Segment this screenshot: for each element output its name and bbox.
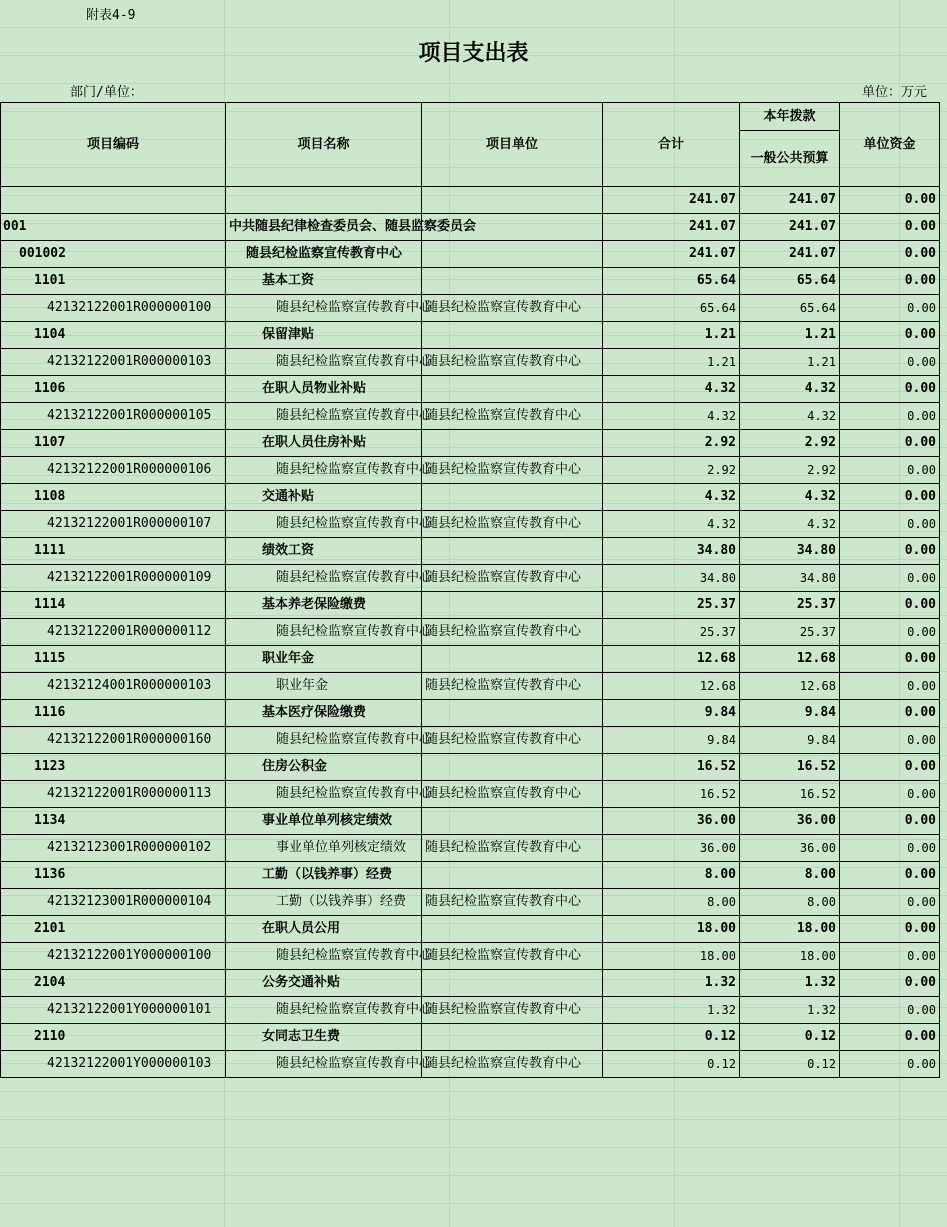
cell-name: 随县纪检监察宣传教育中心 [226, 997, 422, 1024]
cell-code: 42132122001Y000000100 [1, 943, 226, 970]
cell-unit-funds: 0.00 [840, 835, 940, 862]
cell-name: 绩效工资 [226, 538, 422, 565]
cell-unit-funds: 0.00 [840, 187, 940, 214]
cell-unit [422, 754, 603, 781]
cell-general-budget: 1.21 [740, 349, 840, 376]
header-total: 合计 [603, 103, 740, 187]
cell-unit-funds: 0.00 [840, 322, 940, 349]
cell-unit-funds: 0.00 [840, 754, 940, 781]
table-row [1, 700, 940, 727]
cell-unit-funds: 0.00 [840, 214, 940, 241]
cell-name: 事业单位单列核定绩效 [226, 808, 422, 835]
cell-unit-funds: 0.00 [840, 457, 940, 484]
cell-total: 16.52 [603, 781, 740, 808]
cell-general-budget: 25.37 [740, 619, 840, 646]
table-row [1, 943, 940, 970]
cell-unit [422, 322, 603, 349]
table-row [1, 889, 940, 916]
table-row [1, 187, 940, 214]
cell-unit: 随县纪检监察宣传教育中心 [422, 403, 603, 430]
cell-unit: 随县纪检监察宣传教育中心 [422, 619, 603, 646]
cell-general-budget: 8.00 [740, 862, 840, 889]
cell-general-budget: 1.32 [740, 970, 840, 997]
cell-name: 随县纪检监察宣传教育中心 [226, 943, 422, 970]
cell-total: 1.21 [603, 349, 740, 376]
cell-unit: 随县纪检监察宣传教育中心 [422, 349, 603, 376]
cell-unit [422, 187, 603, 214]
cell-unit-funds: 0.00 [840, 862, 940, 889]
cell-general-budget: 9.84 [740, 700, 840, 727]
cell-total: 8.00 [603, 862, 740, 889]
cell-total: 36.00 [603, 835, 740, 862]
cell-total: 36.00 [603, 808, 740, 835]
cell-total: 1.21 [603, 322, 740, 349]
table-row [1, 565, 940, 592]
cell-general-budget: 65.64 [740, 268, 840, 295]
cell-unit: 随县纪检监察宣传教育中心 [422, 565, 603, 592]
cell-unit [422, 862, 603, 889]
cell-general-budget: 34.80 [740, 538, 840, 565]
cell-unit-funds: 0.00 [840, 997, 940, 1024]
cell-code: 1108 [1, 484, 226, 511]
cell-general-budget: 12.68 [740, 646, 840, 673]
cell-total: 8.00 [603, 889, 740, 916]
cell-unit-funds: 0.00 [840, 646, 940, 673]
cell-name: 随县纪检监察宣传教育中心 [226, 403, 422, 430]
cell-unit [422, 538, 603, 565]
cell-general-budget: 25.37 [740, 592, 840, 619]
table-row [1, 646, 940, 673]
cell-unit-funds: 0.00 [840, 889, 940, 916]
cell-unit-funds: 0.00 [840, 295, 940, 322]
cell-name: 随县纪检监察宣传教育中心 [226, 1051, 422, 1078]
cell-code: 1111 [1, 538, 226, 565]
cell-general-budget: 4.32 [740, 376, 840, 403]
cell-unit: 随县纪检监察宣传教育中心 [422, 781, 603, 808]
cell-total: 65.64 [603, 268, 740, 295]
cell-total: 18.00 [603, 943, 740, 970]
cell-code [1, 187, 226, 214]
cell-general-budget: 34.80 [740, 565, 840, 592]
cell-code: 1116 [1, 700, 226, 727]
cell-code: 001002 [1, 241, 226, 268]
cell-code: 2104 [1, 970, 226, 997]
cell-general-budget: 65.64 [740, 295, 840, 322]
cell-name: 随县纪检监察宣传教育中心 [226, 241, 422, 268]
cell-name [226, 187, 422, 214]
cell-code: 42132124001R000000103 [1, 673, 226, 700]
cell-unit-funds: 0.00 [840, 916, 940, 943]
cell-unit [422, 268, 603, 295]
cell-code: 42132122001R000000100 [1, 295, 226, 322]
cell-code: 1123 [1, 754, 226, 781]
cell-name: 工勤（以钱养事）经费 [226, 862, 422, 889]
cell-name: 随县纪检监察宣传教育中心 [226, 295, 422, 322]
table-row [1, 511, 940, 538]
cell-name: 住房公积金 [226, 754, 422, 781]
cell-general-budget: 36.00 [740, 808, 840, 835]
cell-total: 12.68 [603, 646, 740, 673]
cell-general-budget: 4.32 [740, 511, 840, 538]
cell-unit-funds: 0.00 [840, 241, 940, 268]
cell-total: 18.00 [603, 916, 740, 943]
cell-total: 0.12 [603, 1024, 740, 1051]
cell-total: 34.80 [603, 565, 740, 592]
table-row [1, 538, 940, 565]
cell-general-budget: 2.92 [740, 457, 840, 484]
cell-total: 9.84 [603, 727, 740, 754]
cell-general-budget: 2.92 [740, 430, 840, 457]
cell-unit-funds: 0.00 [840, 781, 940, 808]
table-row [1, 322, 940, 349]
table-row [1, 349, 940, 376]
cell-unit [422, 970, 603, 997]
cell-code: 42132122001R000000113 [1, 781, 226, 808]
cell-name: 保留津贴 [226, 322, 422, 349]
cell-code: 42132122001R000000103 [1, 349, 226, 376]
cell-unit-funds: 0.00 [840, 970, 940, 997]
cell-code: 1134 [1, 808, 226, 835]
cell-code: 2110 [1, 1024, 226, 1051]
cell-general-budget: 16.52 [740, 781, 840, 808]
unit-label: 单位：万元 [861, 85, 927, 100]
table-row [1, 835, 940, 862]
cell-unit-funds: 0.00 [840, 1051, 940, 1078]
cell-general-budget: 0.12 [740, 1024, 840, 1051]
cell-unit-funds: 0.00 [840, 700, 940, 727]
attachment-label: 附表4-9 [86, 8, 136, 23]
cell-general-budget: 9.84 [740, 727, 840, 754]
cell-unit-funds: 0.00 [840, 403, 940, 430]
cell-unit [422, 808, 603, 835]
header-appropriation: 本年拨款 [740, 103, 840, 131]
cell-code: 42132122001R000000106 [1, 457, 226, 484]
cell-code: 1114 [1, 592, 226, 619]
cell-code: 42132122001Y000000101 [1, 997, 226, 1024]
cell-name: 随县纪检监察宣传教育中心 [226, 457, 422, 484]
cell-name: 在职人员住房补贴 [226, 430, 422, 457]
cell-unit [422, 916, 603, 943]
cell-general-budget: 1.32 [740, 997, 840, 1024]
cell-name: 工勤（以钱养事）经费 [226, 889, 422, 916]
table-row [1, 592, 940, 619]
table-row [1, 268, 940, 295]
cell-name: 女同志卫生费 [226, 1024, 422, 1051]
cell-unit: 随县纪检监察宣传教育中心 [422, 511, 603, 538]
table-row [1, 241, 940, 268]
cell-name: 职业年金 [226, 646, 422, 673]
cell-total: 4.32 [603, 376, 740, 403]
cell-general-budget: 241.07 [740, 187, 840, 214]
cell-general-budget: 0.12 [740, 1051, 840, 1078]
cell-total: 4.32 [603, 484, 740, 511]
cell-total: 0.12 [603, 1051, 740, 1078]
cell-code: 42132122001R000000109 [1, 565, 226, 592]
cell-unit-funds: 0.00 [840, 349, 940, 376]
cell-name: 随县纪检监察宣传教育中心 [226, 781, 422, 808]
cell-code: 1136 [1, 862, 226, 889]
cell-unit: 随县纪检监察宣传教育中心 [422, 673, 603, 700]
cell-name: 基本医疗保险缴费 [226, 700, 422, 727]
cell-code: 1106 [1, 376, 226, 403]
cell-total: 25.37 [603, 619, 740, 646]
cell-general-budget: 1.21 [740, 322, 840, 349]
cell-unit: 随县纪检监察宣传教育中心 [422, 997, 603, 1024]
cell-code: 1107 [1, 430, 226, 457]
table-row [1, 484, 940, 511]
header-name: 项目名称 [226, 103, 422, 187]
cell-general-budget: 18.00 [740, 916, 840, 943]
cell-total: 34.80 [603, 538, 740, 565]
cell-name: 基本工资 [226, 268, 422, 295]
cell-code: 42132122001R000000107 [1, 511, 226, 538]
cell-total: 241.07 [603, 187, 740, 214]
table-row [1, 808, 940, 835]
cell-unit-funds: 0.00 [840, 430, 940, 457]
header-unit: 项目单位 [422, 103, 603, 187]
table-row [1, 403, 940, 430]
cell-unit [422, 1024, 603, 1051]
cell-unit [422, 700, 603, 727]
header-unit-funds: 单位资金 [840, 103, 940, 187]
cell-unit-funds: 0.00 [840, 376, 940, 403]
cell-unit-funds: 0.00 [840, 943, 940, 970]
cell-code: 42132123001R000000104 [1, 889, 226, 916]
table-row [1, 295, 940, 322]
cell-name: 基本养老保险缴费 [226, 592, 422, 619]
cell-unit-funds: 0.00 [840, 727, 940, 754]
cell-unit-funds: 0.00 [840, 268, 940, 295]
cell-name: 交通补贴 [226, 484, 422, 511]
department-label: 部门/单位： [70, 85, 143, 100]
cell-total: 4.32 [603, 403, 740, 430]
cell-total: 2.92 [603, 457, 740, 484]
cell-general-budget: 36.00 [740, 835, 840, 862]
cell-unit-funds: 0.00 [840, 619, 940, 646]
cell-general-budget: 8.00 [740, 889, 840, 916]
cell-name: 随县纪检监察宣传教育中心 [226, 349, 422, 376]
cell-name: 事业单位单列核定绩效 [226, 835, 422, 862]
cell-total: 4.32 [603, 511, 740, 538]
cell-unit: 随县纪检监察宣传教育中心 [422, 457, 603, 484]
expenditure-table [0, 102, 940, 1078]
table-row [1, 1051, 940, 1078]
table-row [1, 619, 940, 646]
cell-unit-funds: 0.00 [840, 808, 940, 835]
cell-unit-funds: 0.00 [840, 565, 940, 592]
cell-name: 随县纪检监察宣传教育中心 [226, 511, 422, 538]
cell-unit: 随县纪检监察宣传教育中心 [422, 295, 603, 322]
cell-name: 随县纪检监察宣传教育中心 [226, 727, 422, 754]
cell-total: 1.32 [603, 970, 740, 997]
cell-unit-funds: 0.00 [840, 511, 940, 538]
cell-unit [422, 430, 603, 457]
table-row [1, 457, 940, 484]
cell-total: 2.92 [603, 430, 740, 457]
cell-unit-funds: 0.00 [840, 592, 940, 619]
cell-name: 职业年金 [226, 673, 422, 700]
cell-name: 公务交通补贴 [226, 970, 422, 997]
cell-unit [422, 592, 603, 619]
cell-total: 241.07 [603, 214, 740, 241]
cell-code: 42132122001Y000000103 [1, 1051, 226, 1078]
header-general-budget: 一般公共预算 [740, 131, 840, 187]
cell-code: 42132122001R000000112 [1, 619, 226, 646]
cell-unit [422, 484, 603, 511]
table-row [1, 997, 940, 1024]
cell-total: 1.32 [603, 997, 740, 1024]
page-title: 项目支出表 [418, 41, 529, 66]
cell-total: 65.64 [603, 295, 740, 322]
table-row [1, 916, 940, 943]
cell-total: 16.52 [603, 754, 740, 781]
table-row [1, 673, 940, 700]
cell-general-budget: 16.52 [740, 754, 840, 781]
cell-total: 12.68 [603, 673, 740, 700]
table-row [1, 430, 940, 457]
cell-total: 25.37 [603, 592, 740, 619]
table-row [1, 214, 940, 241]
cell-unit [422, 646, 603, 673]
cell-code: 2101 [1, 916, 226, 943]
cell-unit-funds: 0.00 [840, 673, 940, 700]
cell-unit: 随县纪检监察宣传教育中心 [422, 1051, 603, 1078]
cell-name: 在职人员公用 [226, 916, 422, 943]
cell-unit [422, 241, 603, 268]
cell-name: 随县纪检监察宣传教育中心 [226, 619, 422, 646]
table-row [1, 1024, 940, 1051]
cell-general-budget: 4.32 [740, 403, 840, 430]
cell-unit: 随县纪检监察宣传教育中心 [422, 943, 603, 970]
cell-unit-funds: 0.00 [840, 484, 940, 511]
cell-code: 1104 [1, 322, 226, 349]
cell-code: 1101 [1, 268, 226, 295]
cell-code: 42132122001R000000105 [1, 403, 226, 430]
table-row [1, 727, 940, 754]
cell-unit [422, 376, 603, 403]
cell-code: 1115 [1, 646, 226, 673]
cell-unit-funds: 0.00 [840, 1024, 940, 1051]
cell-general-budget: 4.32 [740, 484, 840, 511]
cell-unit: 随县纪检监察宣传教育中心 [422, 889, 603, 916]
cell-general-budget: 241.07 [740, 214, 840, 241]
table-body [1, 187, 940, 1078]
table-row [1, 970, 940, 997]
cell-code: 001 [1, 214, 226, 241]
cell-name: 在职人员物业补贴 [226, 376, 422, 403]
cell-name: 中共随县纪律检查委员会、随县监察委员会 [226, 214, 422, 241]
cell-code: 42132122001R000000160 [1, 727, 226, 754]
cell-general-budget: 18.00 [740, 943, 840, 970]
cell-unit: 随县纪检监察宣传教育中心 [422, 727, 603, 754]
cell-total: 241.07 [603, 241, 740, 268]
cell-unit-funds: 0.00 [840, 538, 940, 565]
table-row [1, 376, 940, 403]
cell-code: 42132123001R000000102 [1, 835, 226, 862]
cell-general-budget: 241.07 [740, 241, 840, 268]
cell-name: 随县纪检监察宣传教育中心 [226, 565, 422, 592]
cell-unit: 随县纪检监察宣传教育中心 [422, 835, 603, 862]
table-row [1, 754, 940, 781]
cell-general-budget: 12.68 [740, 673, 840, 700]
header-code: 项目编码 [1, 103, 226, 187]
cell-total: 9.84 [603, 700, 740, 727]
table-row [1, 781, 940, 808]
table-row [1, 862, 940, 889]
